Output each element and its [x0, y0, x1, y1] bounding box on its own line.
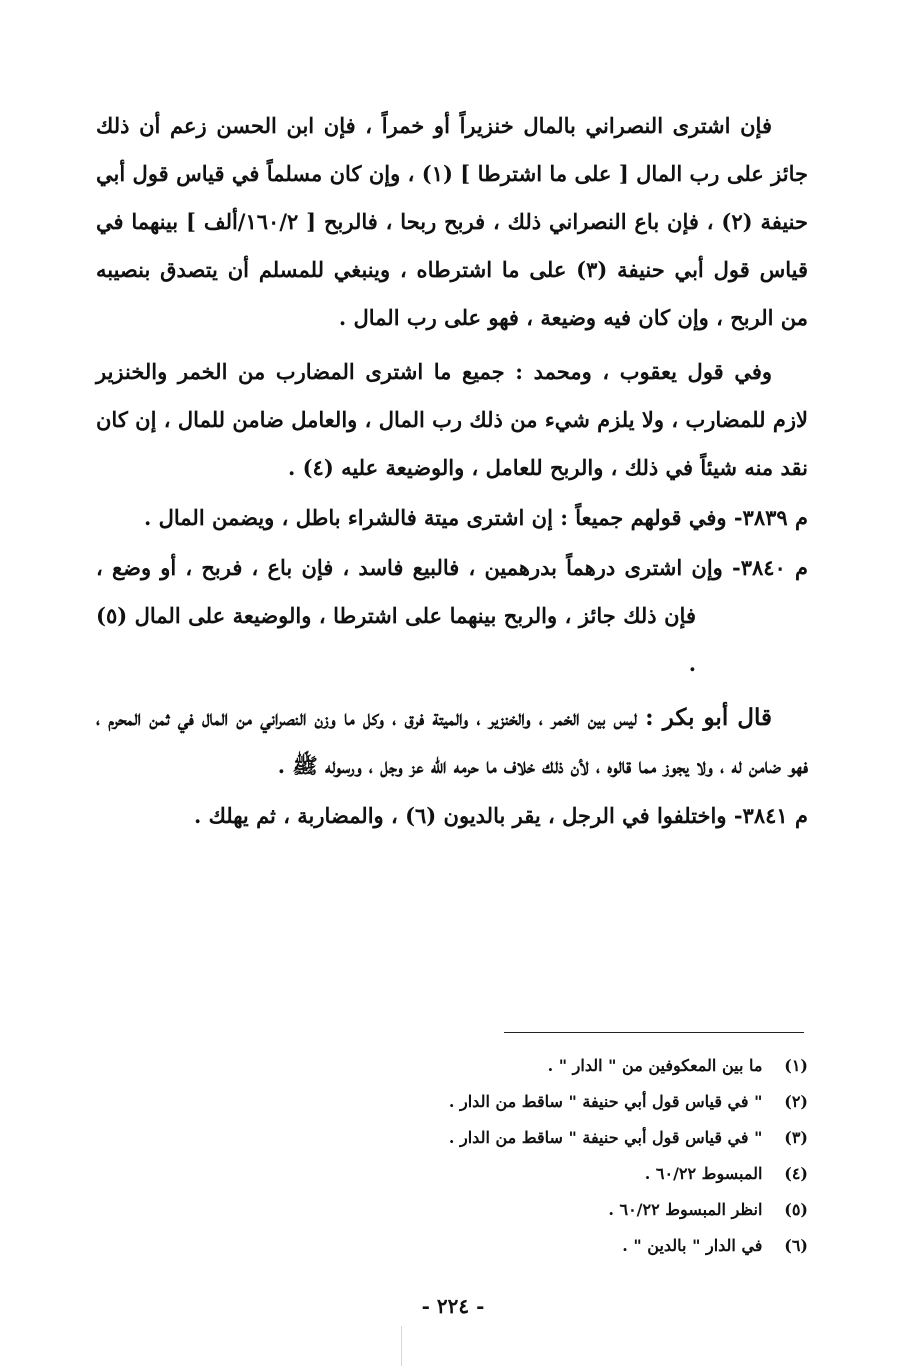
footnote-number: (٥)	[784, 1200, 808, 1219]
speaker-text: ليس بين الخمر ، والخنزير ، والميتة فرق ، وكل ما وزن النصراني من المال في ثمن المحرم ، فهو ضامن له ، ولا يجوز مما قالوه ،	[96, 705, 808, 778]
footnote-text: ما بين المعكوفين من " الدار " .	[547, 1056, 763, 1075]
paragraph-2: وفي قول يعقوب ، ومحمد : جميع ما اشترى المضارب من الخمر والخنزير لازم للمضارب ، ولا يلزم شيء من ذلك رب المال ، والعامل ضامن للمال ، إن كان نقد منه شيئاً في ذلك ، والربح للعامل ، والوضيعة عليه (٤) .	[96, 359, 808, 480]
paragraph-3839: م ٣٨٣٩- وفي قولهم جميعاً : إن اشترى ميتة فالشراء باطل ، ويضمن المال .	[144, 505, 808, 530]
footnote-text: انظر المبسوط ٦٠/٢٢ .	[608, 1200, 763, 1219]
page-crease	[401, 1326, 402, 1366]
footnote-text: " في قياس قول أبي حنيفة " ساقط من الدار .	[448, 1092, 763, 1111]
speaker-text-end: لأن ذلك خلاف ما حرمه الله عز وجل ، ورسوله ﷺ .	[277, 753, 589, 778]
footnote-number: (٦)	[784, 1236, 808, 1255]
footnote-number: (٤)	[784, 1164, 808, 1183]
footnotes	[300, 1048, 808, 1264]
footnote-number: (٢)	[784, 1092, 808, 1111]
footnote-divider	[504, 1032, 804, 1033]
footnote-text: في الدار " بالدين " .	[622, 1236, 763, 1255]
paragraph-abu-bakr	[96, 694, 808, 790]
paragraph-3840: م ٣٨٤٠- وإن اشترى درهماً بدرهمين ، فالبيع فاسد ، فإن باع ، فربح ، أو وضع ، فإن ذلك جائز ، والربح بينهما على اشترطا ، والوضيعة على المال (٥) .	[96, 555, 808, 676]
paragraph-3841: م ٣٨٤١- واختلفوا في الرجل ، يقر بالديون (٦) ، والمضاربة ، ثم يهلك .	[193, 803, 808, 828]
main-text	[96, 102, 808, 840]
footnote-number: (١)	[784, 1056, 808, 1075]
footnote-6	[300, 1228, 808, 1264]
footnote-2	[300, 1084, 808, 1120]
footnote-4	[300, 1156, 808, 1192]
footnote-number: (٣)	[784, 1128, 808, 1147]
speaker-label: قال أبو بكر :	[645, 704, 772, 731]
footnote-text: " في قياس قول أبي حنيفة " ساقط من الدار .	[448, 1128, 763, 1147]
page-number: - ٢٢٤ -	[421, 1294, 485, 1318]
footnote-3	[300, 1120, 808, 1156]
footnote-1	[300, 1048, 808, 1084]
paragraph-1: فإن اشترى النصراني بالمال خنزيراً أو خمراً ، فإن ابن الحسن زعم أن ذلك جائز على رب المال [ على ما اشترطا ] (١) ، وإن كان مسلماً في قياس قول أبي حنيفة (٢) ، فإن باع النصراني ذلك ، فربح ربحا ، فالربح [ ١٦٠/٢/ألف ] بينهما في قياس قول أبي حنيفة (٣) على ما اشترطاه ، وينبغي للمسلم أن يتصدق بنصيبه من الربح ، وإن كان فيه وضيعة ، فهو على رب المال .	[96, 113, 809, 330]
footnote-5	[300, 1192, 808, 1228]
footnote-text: المبسوط ٦٠/٢٢ .	[644, 1164, 763, 1183]
